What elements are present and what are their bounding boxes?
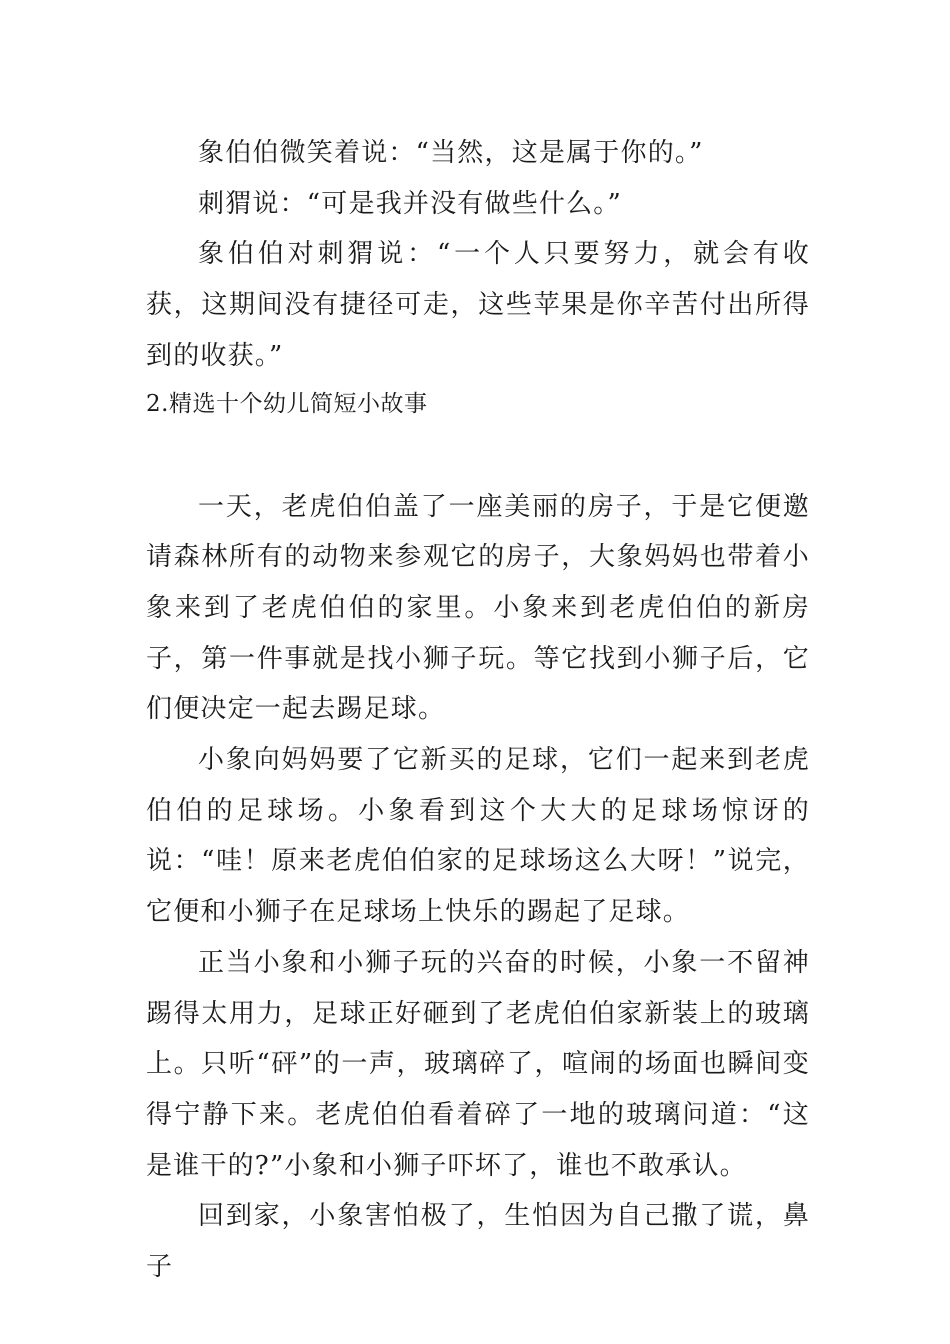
paragraph-broken-glass: 正当小象和小狮子玩的兴奋的时候，小象一不留神踢得太用力，足球正好砸到了老虎伯伯家新装上的玻璃上。只听“砰”的一声，玻璃碎了，喧闹的场面也瞬间变得宁静下来。老虎伯伯看着碎了一地的玻璃问道：“这是谁干的?”小象和小狮子吓坏了，谁也不敢承认。 bbox=[146, 947, 810, 1181]
paragraph-hedgehog-reply: 刺猬说：“可是我并没有做些什么。” bbox=[198, 188, 622, 219]
paragraph-football-field: 小象向妈妈要了它新买的足球，它们一起来到老虎伯伯的足球场。小象看到这个大大的足球场惊讶的说：“哇！原来老虎伯伯家的足球场这么大呀！”说完，它便和小狮子在足球场上快乐的踢起了足球。 bbox=[146, 745, 810, 928]
document-page bbox=[146, 128, 810, 1293]
section-heading: 2.精选十个幼儿简短小故事 bbox=[146, 390, 428, 417]
paragraph-elephant-smile: 象伯伯微笑着说：“当然，这是属于你的。” bbox=[198, 138, 704, 168]
section-gap bbox=[146, 426, 810, 482]
paragraph-tiger-house: 一天，老虎伯伯盖了一座美丽的房子，于是它便邀请森林所有的动物来参观它的房子，大象妈妈也带着小象来到了老虎伯伯的家里。小象来到老虎伯伯的新房子，第一件事就是找小狮子玩。等它找到小狮子后，它们便决定一起去踢足球。 bbox=[146, 491, 810, 725]
paragraph-elephant-advice: 象伯伯对刺猬说：“一个人只要努力，就会有收获，这期间没有捷径可走，这些苹果是你辛苦付出所得到的收获。” bbox=[146, 239, 810, 371]
paragraph-back-home: 回到家，小象害怕极了，生怕因为自己撒了谎，鼻子 bbox=[146, 1201, 810, 1283]
